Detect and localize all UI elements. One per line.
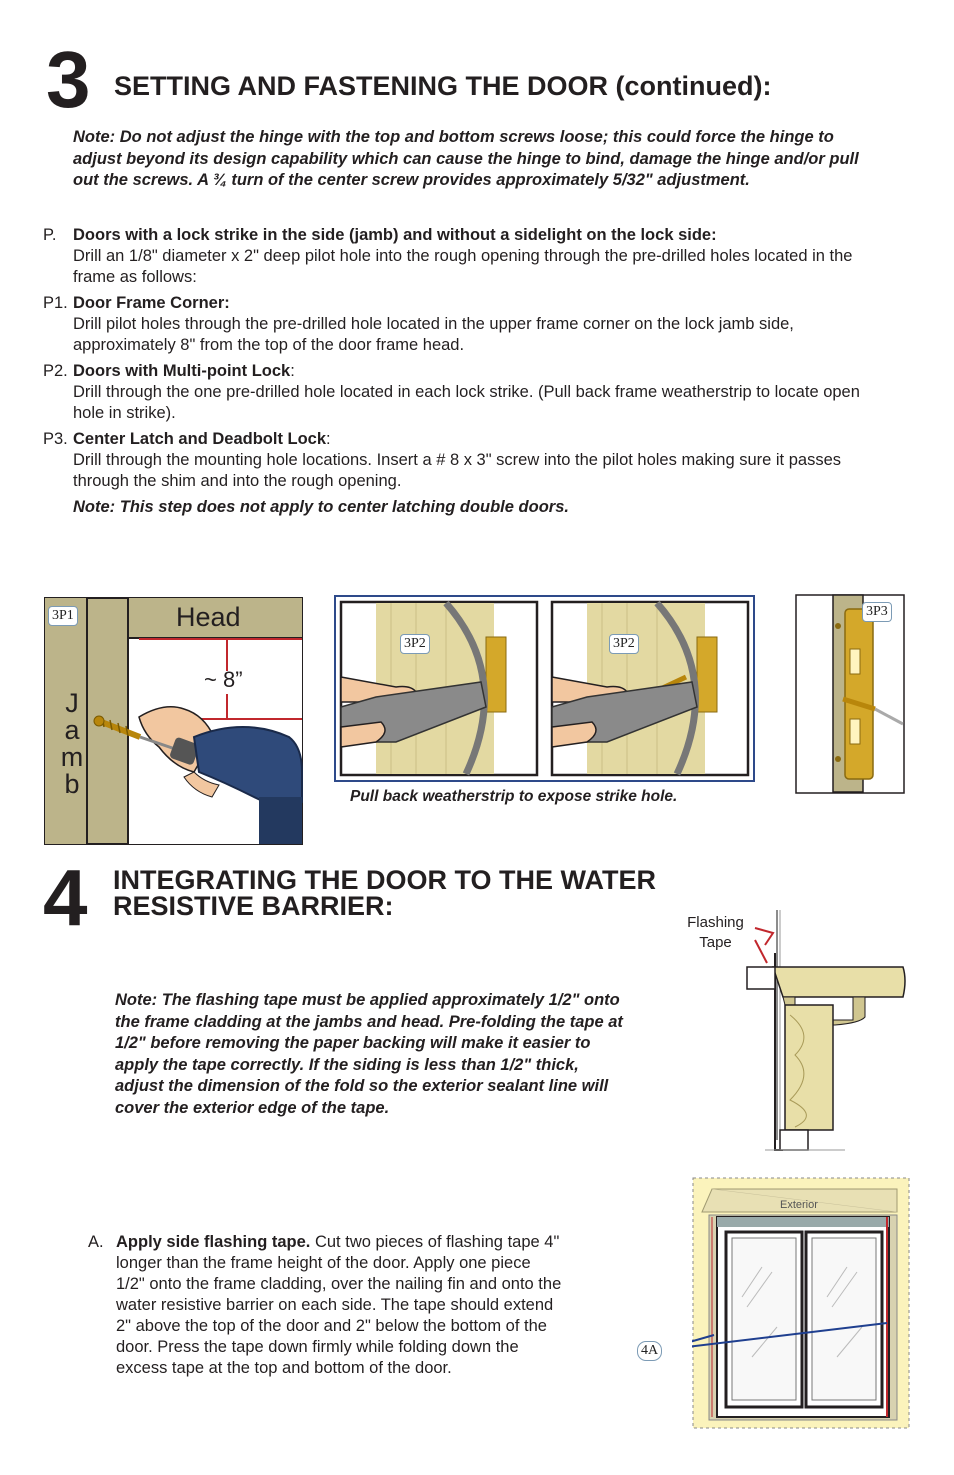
- step-label: P3.: [43, 430, 68, 448]
- flashing-detail-figure: [735, 905, 910, 1160]
- tag-3p1: 3P1: [48, 606, 78, 626]
- step-p1: [43, 293, 873, 356]
- step-label: P.: [43, 226, 57, 244]
- section-title-4-line1: INTEGRATING THE DOOR TO THE WATER: [113, 865, 656, 895]
- steps-list: [43, 225, 873, 519]
- section-title-4-line2: RESISTIVE BARRIER:: [113, 891, 394, 921]
- step-a-title: Apply side flashing tape.: [116, 1233, 311, 1251]
- step-title: Doors with Multi-point Lock: [73, 362, 291, 380]
- step-title: Center Latch and Deadbolt Lock: [73, 430, 327, 448]
- step-a-body: Cut two pieces of flashing tape 4" longer than the frame height of the door. Apply one piece 1/2" onto the frame cladding, over the nailing fin and onto the water resistive barrier on each side. The tape should extend 2" above the top of the door and 2" below the bottom of the door. Press the tape down firmly while folding down the excess tape at the top and bottom of the door.: [116, 1233, 562, 1377]
- tag-3p2-b: 3P2: [609, 634, 639, 654]
- flashing-label-line2: Tape: [699, 934, 732, 951]
- step-sep: :: [290, 362, 295, 380]
- jamb-label: [57, 690, 87, 798]
- step-body: Drill through the one pre-drilled hole located in each lock strike. (Pull back frame weatherstrip to locate open hole in strike).: [73, 383, 860, 422]
- door-elevation-drawing: [692, 1177, 910, 1429]
- step-p: [43, 225, 873, 288]
- step-sep: :: [326, 430, 331, 448]
- step-title: Doors with a lock strike in the side (jamb) and without a sidelight on the lock side:: [73, 226, 717, 244]
- step-p2: [43, 361, 873, 424]
- measure-label: ~ 8”: [204, 667, 243, 692]
- arrow-icon: [755, 928, 773, 945]
- step-a-label: A.: [88, 1233, 104, 1251]
- door-elevation-figure: [692, 1177, 910, 1429]
- flashing-note: Note: The flashing tape must be applied approximately 1/2" onto the frame cladding at the jambs and head. Pre-folding the tape at 1/2" before removing the paper backing will make it easier to apply the tape correctly. If the siding is less than 1/2" thick, adjust the dimension of the fold so the exterior sealant line will cover the exterior edge of the tape.: [115, 991, 623, 1117]
- head-label: Head: [176, 602, 241, 632]
- panel-3p2-left: [341, 602, 537, 775]
- figure-3p3-drawing: [795, 594, 905, 794]
- step-label: P2.: [43, 362, 68, 380]
- step-a: [88, 1232, 563, 1379]
- flashing-label-line1: Flashing: [687, 914, 744, 931]
- jamb-letter: a: [64, 715, 80, 745]
- step-body: Drill an 1/8" diameter x 2" deep pilot hole into the rough opening through the pre-drilled holes located in the frame as follows:: [73, 247, 853, 286]
- figure-3p2-drawing: [336, 597, 753, 780]
- step-p3: [43, 429, 873, 492]
- step-label: P1.: [43, 294, 68, 312]
- tag-4a: 4A: [637, 1341, 662, 1361]
- jamb-letter: m: [60, 742, 84, 772]
- exterior-label: Exterior: [780, 1199, 818, 1211]
- step-title: Door Frame Corner:: [73, 294, 230, 312]
- section-title-4: [113, 867, 656, 919]
- section-title-3: SETTING AND FASTENING THE DOOR (continued):: [114, 71, 772, 101]
- step-body: Drill pilot holes through the pre-drilled hole located in the upper frame corner on the lock jamb side, approximately 8" from the top of the door frame head.: [73, 315, 794, 354]
- section-number-4: 4: [43, 853, 88, 942]
- hinge-note: Note: Do not adjust the hinge with the top and bottom screws loose; this could force the hinge to adjust beyond its design capability which can cause the hinge to bind, damage the hinge and/or pull out the screws. A ¾ turn of the center screw provides approximately 5/32" adjustment.: [73, 128, 859, 189]
- figure-3p2-caption: Pull back weatherstrip to expose strike hole.: [350, 788, 678, 805]
- figure-3p2: [334, 595, 755, 782]
- double-door-note: Note: This step does not apply to center latching double doors.: [73, 498, 569, 516]
- jamb-letter: J: [65, 688, 79, 718]
- figure-3p3: [795, 594, 905, 794]
- jamb-letter: b: [64, 769, 80, 799]
- figure-3p1: [44, 597, 303, 845]
- tag-3p2-a: 3P2: [400, 634, 430, 654]
- tag-3p3: 3P3: [862, 602, 892, 622]
- panel-3p2-right: [552, 602, 748, 775]
- section-number-3: 3: [46, 35, 91, 124]
- step-body: Drill through the mounting hole locations. Insert a # 8 x 3" screw into the pilot holes making sure it passes through the shim and into the rough opening.: [73, 451, 842, 490]
- flashing-detail-drawing: [735, 905, 910, 1160]
